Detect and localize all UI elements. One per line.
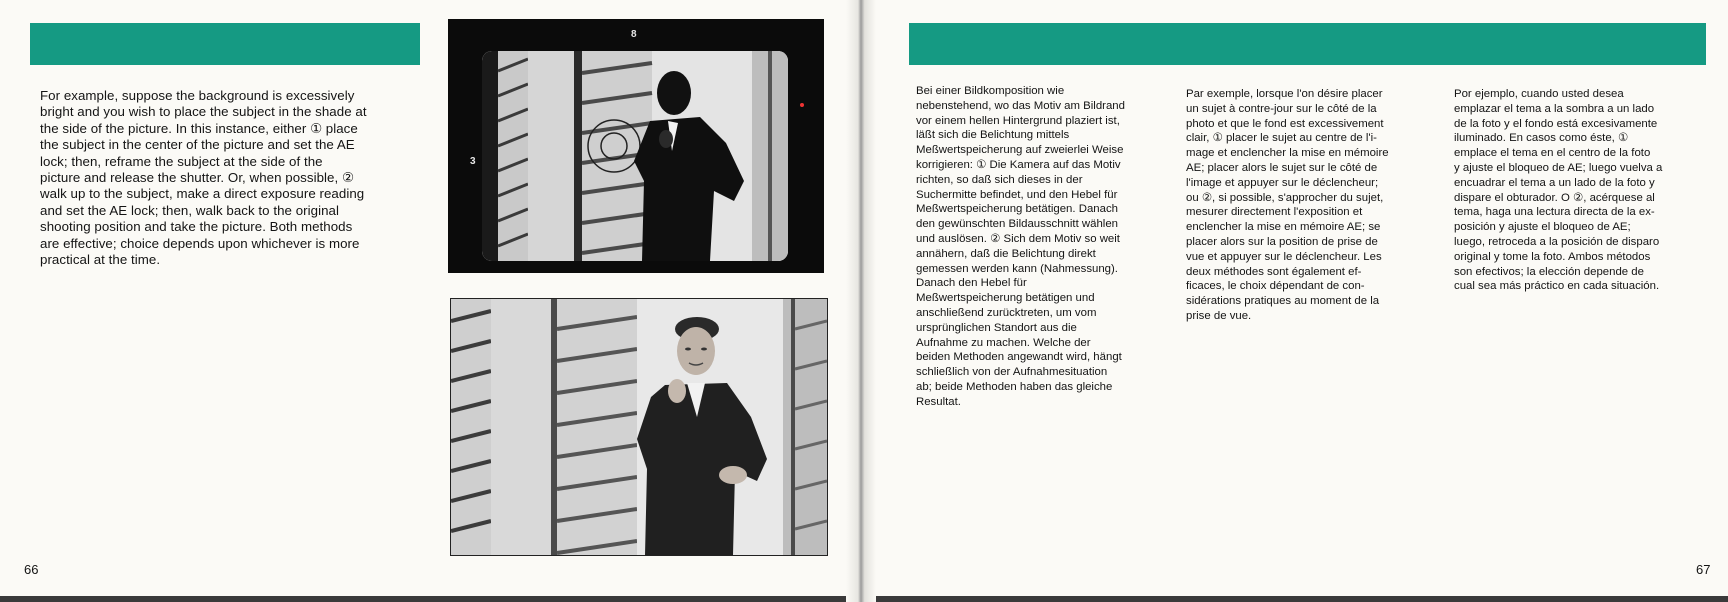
german-column: Bei einer Bildkomposition wie nebenstehend, wo das Motiv am Bildrand vor einem hellen Hintergrund plaziert ist, läßt sich die Belichtung mittels Meßwertspeicherung auf zweierlei Weise korrigieren: ① Die Kamera auf das Motiv richten, so daß sich dieses in der Suchermitte befindet, und den Hebel für Meßwertspeicherung betätigen. Danach den gewünschten Bildausschnitt wählen und auslösen. ② Sich dem Motiv so weit annähern, daß die Belichtung direkt gemessen werden kann (Nahmessung). Danach den Hebel für Meßwertspeicherung betätigen und anschließend zurücktreten, um vom ursprünglichen Standort aus die Aufnahme zu machen. Welche der beiden Methoden angewandt wird, hängt schließlich von der Aufnahmesituation ab; beide Methoden haben das gleiche Resultat. bbox=[916, 85, 1125, 408]
viewfinder-frame-counter: 8 bbox=[631, 29, 637, 40]
viewfinder-side-indicator: 3 bbox=[470, 156, 476, 167]
book-gutter bbox=[846, 0, 876, 602]
viewfinder-photo bbox=[448, 19, 824, 273]
viewfinder-led-icon bbox=[800, 103, 804, 107]
english-paragraph: For example, suppose the background is excessively bright and you wish to place the subject in the shade at the side of the picture. In this instance, either ① place the subject in the center of the picture and set the AE lock; then, reframe the subject at the side of the picture and release the shutter. Or, when possible, ② walk up to the subject, make a direct exposure reading and set the AE lock; then, walk back to the original shooting position and take the picture. Both methods are effective; choice depends upon whichever is more practical at the time. bbox=[40, 88, 367, 268]
left-accent-bar bbox=[30, 23, 420, 65]
spanish-column: Por ejemplo, cuando usted desea emplazar el tema a la sombra a un lado de la foto y el fondo está excesivamente iluminado. En casos como éste, ① emplace el tema en el centro de la foto y ajuste el bloqueo de AE; luego vuelva a encuadrar el tema a un lado de la foto y dispare el obturador. O ②, acérquese al tema, haga una lectura directa de la ex- posición y ajuste el bloqueo de AE; luego, retroceda a la posición de disparo original y tome la foto. Ambos métodos son efectivos; la elección depende de cual sea más práctico en cada situación. bbox=[1454, 88, 1663, 293]
right-accent-bar bbox=[909, 23, 1706, 65]
page-number-right: 67 bbox=[1696, 562, 1711, 577]
french-column: Par exemple, lorsque l'on désire placer un sujet à contre-jour sur le côté de la photo et que le fond est excessivement clair, ① placer le sujet au centre de l'i- mage et enclencher la mise en mémoire AE; placer alors le sujet sur le côté de l'image et appuyer sur le déclencheur; ou ②, si possible, s'approcher du sujet, mesurer directement l'exposition et enclencher la mise en mémoire AE; se placer alors sur la position de prise de vue et appuyer sur le déclencheur. Les deux méthodes sont également ef- ficaces, le choix dépendant de con- sidérations pratiques au moment de la prise de vue. bbox=[1186, 88, 1389, 322]
page-number-left: 66 bbox=[24, 562, 39, 577]
subject-photo bbox=[450, 298, 828, 556]
viewfinder-scene bbox=[482, 51, 788, 261]
